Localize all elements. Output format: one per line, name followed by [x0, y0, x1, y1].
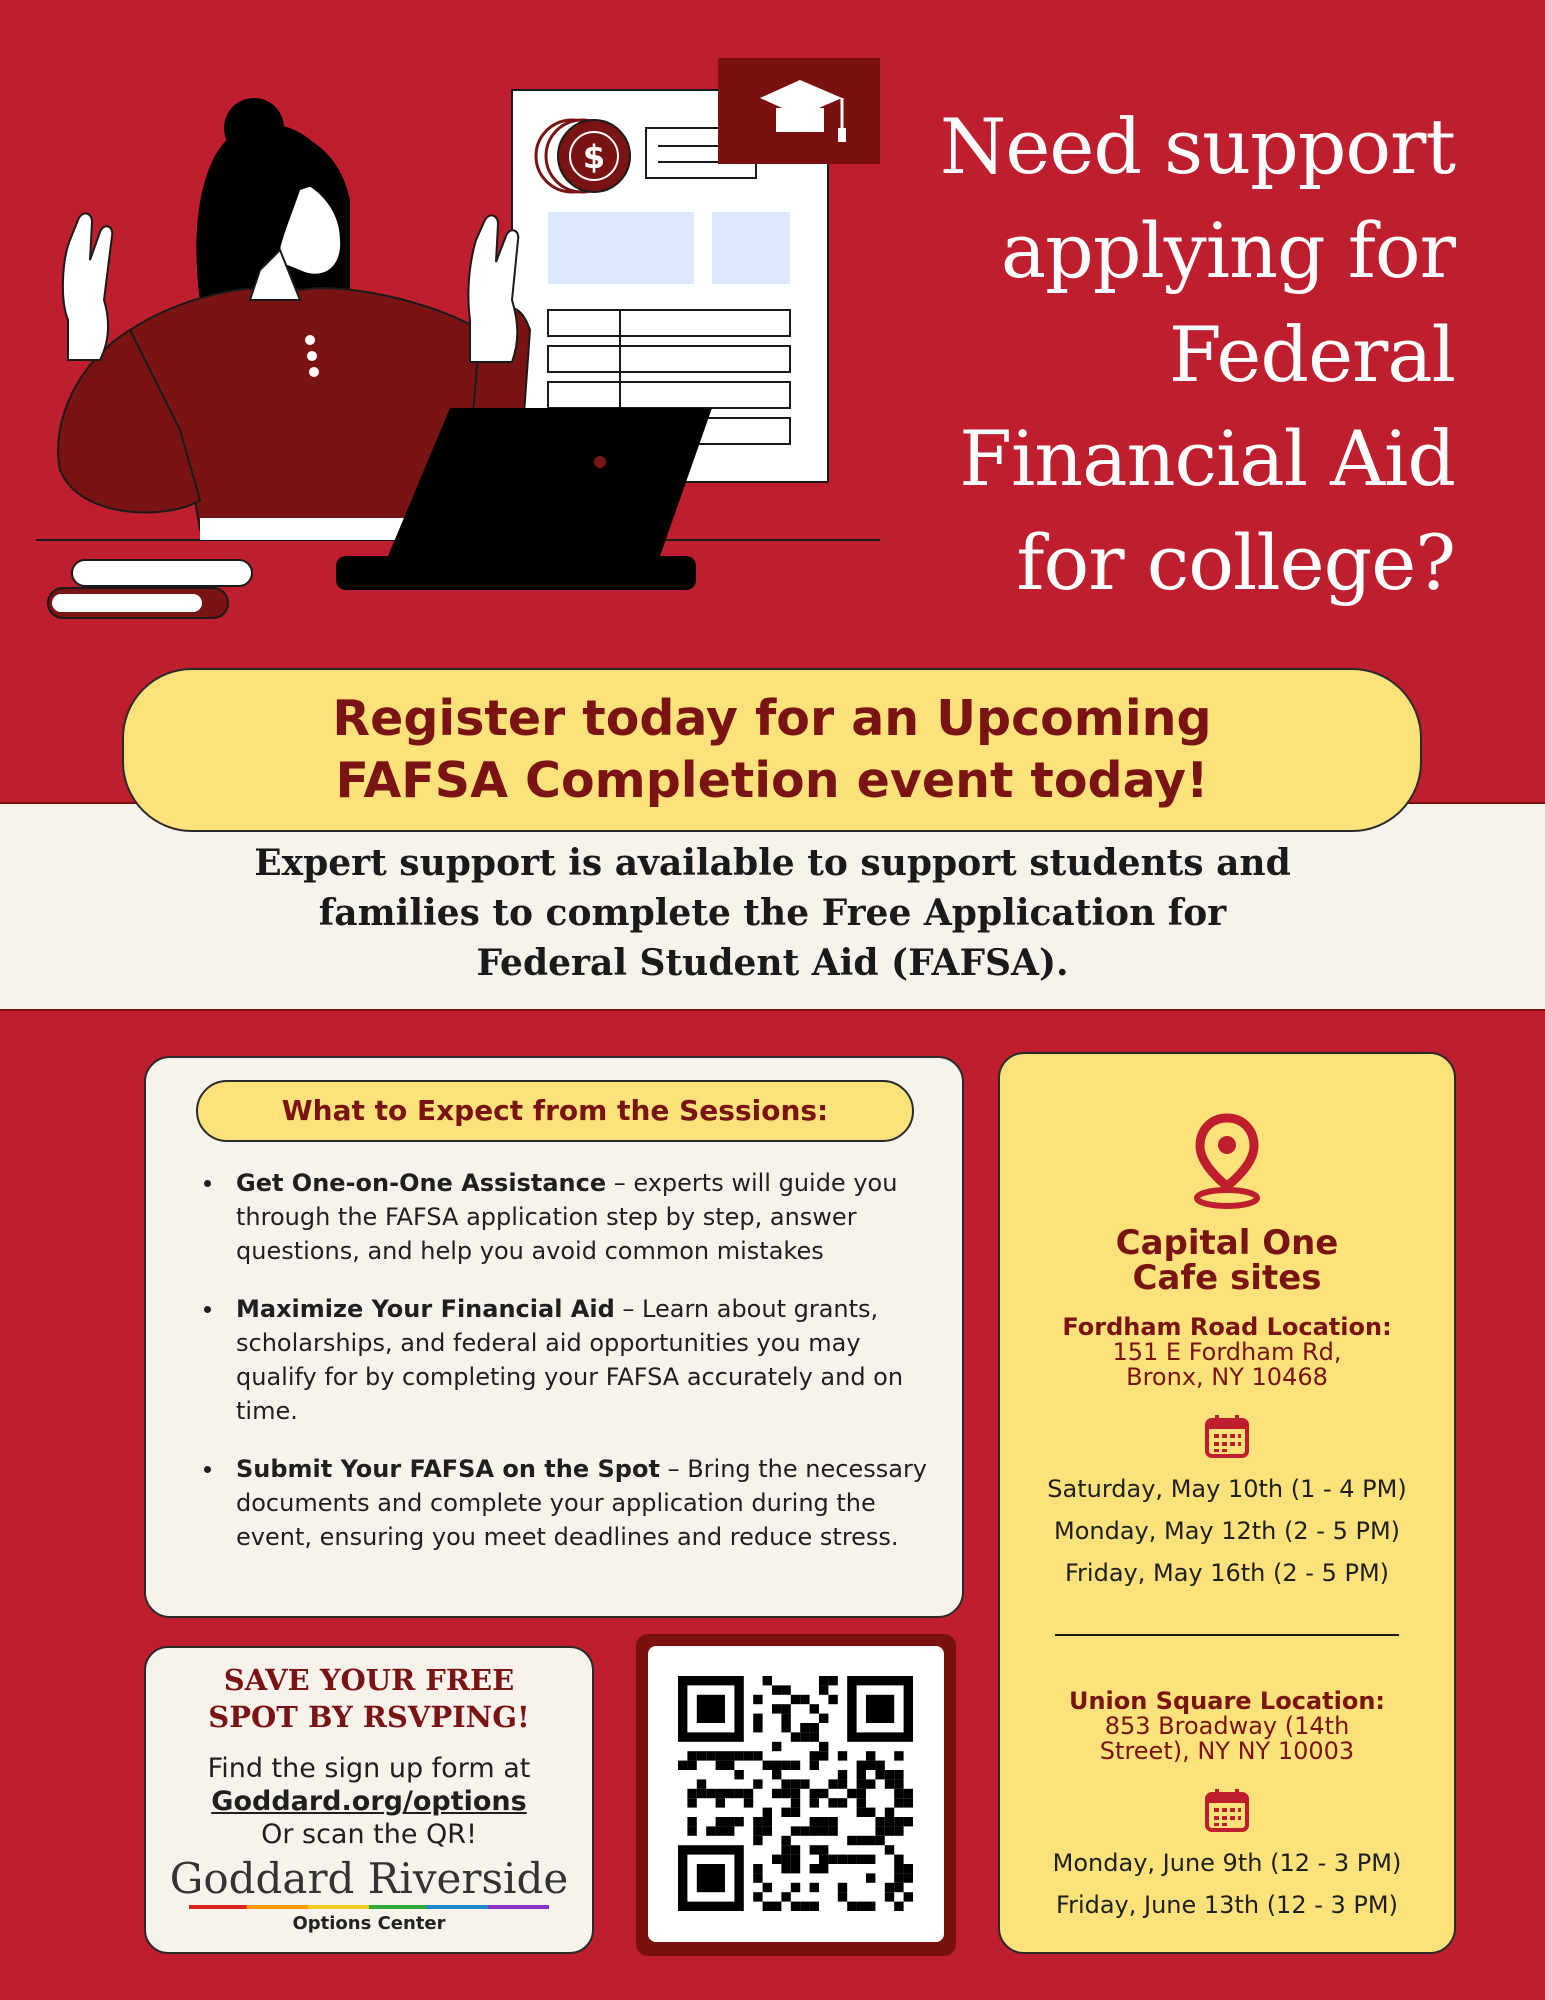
- event-date: Friday, May 16th (2 - 5 PM): [1064, 1559, 1390, 1587]
- list-item: [192, 1292, 932, 1428]
- event-date: Monday, June 9th (12 - 3 PM): [1052, 1849, 1402, 1877]
- headline: [815, 95, 1455, 615]
- locations-title: [1000, 1223, 1454, 1298]
- rsvp-card: [144, 1646, 594, 1954]
- item-text: – Learn about grants, scholarships, and federal aid opportunities you may qualify for by completing your FAFSA accurately and on time.: [236, 1295, 904, 1425]
- intro-line: Federal Student Aid (FAFSA).: [476, 942, 1069, 984]
- logo-subtitle: Options Center: [292, 1913, 446, 1934]
- location-name: Union Square Location:: [1068, 1687, 1386, 1715]
- expectations-card: [144, 1056, 964, 1618]
- rsvp-text: Or scan the QR!: [261, 1819, 477, 1850]
- intro-line: families to complete the Free Application for: [318, 892, 1227, 934]
- register-banner: [122, 668, 1422, 832]
- headline-line: applying for: [1000, 206, 1455, 295]
- qr-code[interactable]: [648, 1646, 944, 1942]
- rsvp-heading: [146, 1662, 592, 1736]
- item-heading: Get One-on-One Assistance: [236, 1169, 607, 1197]
- list-item: [192, 1452, 932, 1554]
- qr-frame: [636, 1634, 956, 1956]
- logo-color-bar: [189, 1905, 549, 1909]
- calendar-icon: [1203, 1412, 1251, 1460]
- location-pin-icon: [1192, 1112, 1262, 1212]
- event-date: Friday, June 13th (12 - 3 PM): [1056, 1891, 1398, 1919]
- list-item: [192, 1166, 932, 1268]
- locations-title-line: Capital One: [1115, 1223, 1339, 1263]
- qr-background: [648, 1646, 944, 1942]
- expectations-list: [192, 1166, 932, 1578]
- calendar-icon: [1203, 1786, 1251, 1834]
- rsvp-heading-line: SPOT BY RSVPING!: [208, 1700, 530, 1734]
- headline-line: for college?: [1016, 518, 1455, 607]
- item-heading: Submit Your FAFSA on the Spot: [236, 1455, 660, 1483]
- item-text: – experts will guide you through the FAFSA application step by step, answer questions, and help you avoid common mistakes: [236, 1169, 898, 1265]
- headline-line: Need support: [939, 102, 1455, 191]
- register-line: Register today for an Upcoming: [332, 690, 1212, 747]
- location-address-line: 853 Broadway (14th: [1104, 1712, 1350, 1740]
- dollar-coin-icon: [536, 120, 630, 192]
- item-text: – Bring the necessary documents and complete your application during the event, ensuring you meet deadlines and reduce stress.: [236, 1455, 928, 1551]
- event-date: Monday, May 12th (2 - 5 PM): [1053, 1517, 1401, 1545]
- bullet-icon: [204, 1466, 211, 1473]
- bullet-icon: [204, 1306, 211, 1313]
- signup-link[interactable]: Goddard.org/options: [211, 1786, 527, 1817]
- location-address-line: 151 E Fordham Rd,: [1112, 1338, 1342, 1366]
- headline-line: Financial Aid: [959, 414, 1455, 503]
- item-heading: Maximize Your Financial Aid: [236, 1295, 615, 1323]
- location-address-line: Street), NY NY 10003: [1099, 1737, 1355, 1765]
- bullet-icon: [204, 1180, 211, 1187]
- expectations-title: What to Expect from the Sessions:: [196, 1080, 914, 1142]
- svg-text:$: $: [582, 138, 606, 176]
- event-date: Saturday, May 10th (1 - 4 PM): [1047, 1475, 1407, 1503]
- student-illustration: [0, 0, 900, 640]
- locations-title-line: Cafe sites: [1132, 1258, 1322, 1298]
- location-address-line: Bronx, NY 10468: [1126, 1363, 1328, 1391]
- intro-line: Expert support is available to support students and: [254, 842, 1291, 884]
- intro-text: [0, 838, 1545, 988]
- goddard-riverside-logo: Goddard Riverside: [169, 1854, 569, 1903]
- rsvp-heading-line: SAVE YOUR FREE: [223, 1663, 515, 1697]
- headline-line: Federal: [1168, 310, 1455, 399]
- register-line: FAFSA Completion event today!: [335, 752, 1209, 809]
- locations-card: [998, 1052, 1456, 1954]
- divider: [1055, 1634, 1399, 1636]
- rsvp-instructions: [146, 1752, 592, 1851]
- rsvp-text: Find the sign up form at: [207, 1753, 531, 1784]
- location-name: Fordham Road Location:: [1062, 1313, 1392, 1341]
